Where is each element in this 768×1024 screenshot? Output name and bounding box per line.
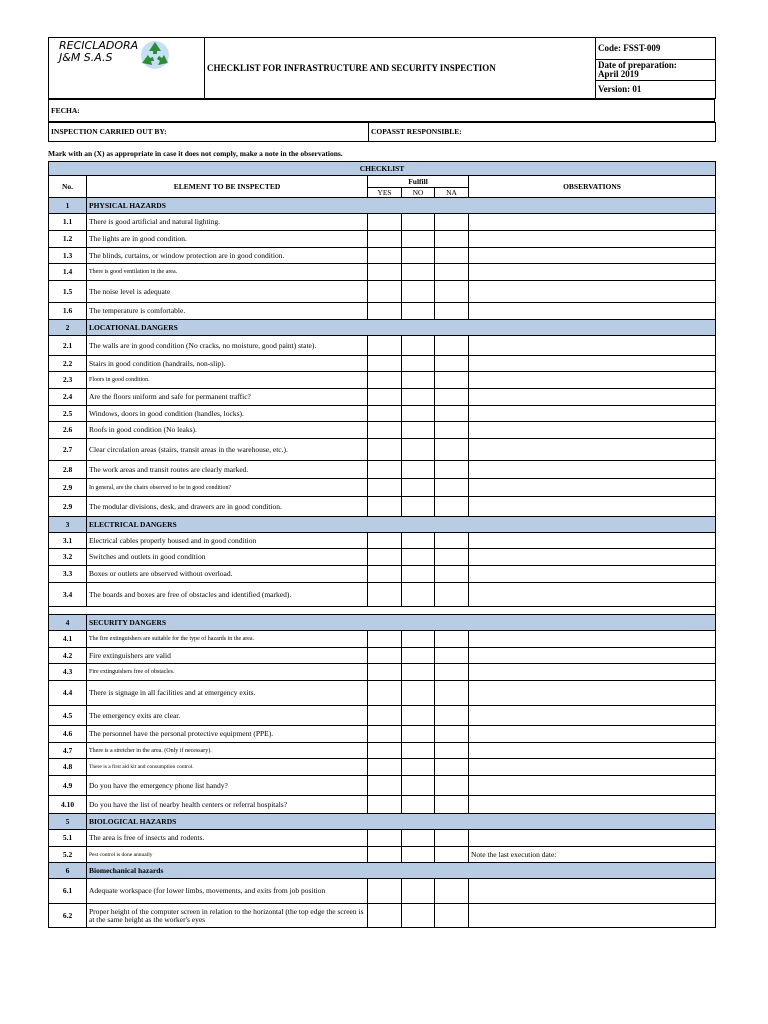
yes-checkbox-cell[interactable] xyxy=(368,743,402,759)
observations-cell[interactable] xyxy=(469,422,716,439)
table-row xyxy=(49,830,716,847)
observations-cell[interactable] xyxy=(469,681,716,706)
yes-checkbox-cell[interactable] xyxy=(368,726,402,743)
observations-cell[interactable] xyxy=(469,726,716,743)
no-checkbox-cell[interactable] xyxy=(402,214,435,231)
observations-cell[interactable] xyxy=(469,372,716,389)
table-row xyxy=(49,743,716,759)
na-checkbox-cell[interactable] xyxy=(435,248,469,264)
item-number: 2.5 xyxy=(49,406,87,422)
no-checkbox-cell[interactable] xyxy=(402,497,435,517)
item-text: The lights are in good condition. xyxy=(87,231,368,248)
yes-checkbox-cell[interactable] xyxy=(368,879,402,904)
na-checkbox-cell[interactable] xyxy=(435,439,469,461)
yes-checkbox-cell[interactable] xyxy=(368,549,402,566)
section-row xyxy=(49,814,716,830)
no-checkbox-cell[interactable] xyxy=(402,439,435,461)
inspection-by-field[interactable]: INSPECTION CARRIED OUT BY: xyxy=(49,123,369,142)
observations-cell[interactable] xyxy=(469,776,716,796)
item-number: 2.9 xyxy=(49,479,87,497)
observations-cell[interactable] xyxy=(469,830,716,847)
item-text: The personnel have the personal protective equipment (PPE). xyxy=(87,726,368,743)
item-number: 5.1 xyxy=(49,830,87,847)
table-row xyxy=(49,706,716,726)
yes-checkbox-cell[interactable] xyxy=(368,214,402,231)
observations-cell[interactable] xyxy=(469,303,716,320)
section-row xyxy=(49,517,716,533)
na-checkbox-cell[interactable] xyxy=(435,461,469,479)
table-row xyxy=(49,461,716,479)
na-checkbox-cell[interactable] xyxy=(435,497,469,517)
document-version: Version: 01 xyxy=(596,81,716,99)
observations-cell[interactable]: Note the last execution date: xyxy=(469,847,716,863)
col-no-header: NO xyxy=(402,188,435,198)
no-checkbox-cell[interactable] xyxy=(402,264,435,281)
no-checkbox-cell[interactable] xyxy=(402,406,435,422)
na-checkbox-cell[interactable] xyxy=(435,759,469,776)
no-checkbox-cell[interactable] xyxy=(402,336,435,356)
observations-cell[interactable] xyxy=(469,497,716,517)
no-checkbox-cell[interactable] xyxy=(402,879,435,904)
no-checkbox-cell[interactable] xyxy=(402,776,435,796)
na-checkbox-cell[interactable] xyxy=(435,264,469,281)
yes-checkbox-cell[interactable] xyxy=(368,904,402,928)
table-row xyxy=(49,776,716,796)
item-text: Stairs in good condition (handrails, non-slip). xyxy=(87,356,368,372)
na-checkbox-cell[interactable] xyxy=(435,706,469,726)
na-checkbox-cell[interactable] xyxy=(435,389,469,406)
item-text: The temperature is comfortable. xyxy=(87,303,368,320)
item-text: The blinds, curtains, or window protection are in good condition. xyxy=(87,248,368,264)
item-number: 2.8 xyxy=(49,461,87,479)
table-row xyxy=(49,566,716,583)
na-checkbox-cell[interactable] xyxy=(435,904,469,928)
na-checkbox-cell[interactable] xyxy=(435,533,469,549)
document-header xyxy=(48,37,716,99)
observations-cell[interactable] xyxy=(469,214,716,231)
no-checkbox-cell[interactable] xyxy=(402,479,435,497)
observations-cell[interactable] xyxy=(469,479,716,497)
table-row xyxy=(49,231,716,248)
observations-cell[interactable] xyxy=(469,281,716,303)
item-number: 2.4 xyxy=(49,389,87,406)
item-number: 5.2 xyxy=(49,847,87,863)
document-code: Code: FSST-009 xyxy=(596,38,716,60)
table-row xyxy=(49,631,716,648)
yes-checkbox-cell[interactable] xyxy=(368,356,402,372)
item-text: The noise level is adequate xyxy=(87,281,368,303)
instruction-text: Mark with an (X) as appropriate in case it does not comply, make a note in the observations. xyxy=(48,149,343,158)
observations-cell[interactable] xyxy=(469,406,716,422)
item-number: 4.6 xyxy=(49,726,87,743)
observations-cell[interactable] xyxy=(469,583,716,607)
checklist-heading: CHECKLIST xyxy=(49,162,716,176)
item-text: There is good artificial and natural lighting. xyxy=(87,214,368,231)
item-text: The modular divisions, desk, and drawers are in good condition. xyxy=(87,497,368,517)
observations-cell[interactable] xyxy=(469,566,716,583)
preparation-date xyxy=(596,60,716,81)
na-checkbox-cell[interactable] xyxy=(435,336,469,356)
observations-cell[interactable] xyxy=(469,264,716,281)
section-number: 5 xyxy=(49,814,87,830)
table-row xyxy=(49,759,716,776)
no-checkbox-cell[interactable] xyxy=(402,372,435,389)
item-number: 4.5 xyxy=(49,706,87,726)
table-row xyxy=(49,248,716,264)
item-text: Pest control is done annually xyxy=(87,847,368,863)
responsible-row xyxy=(48,122,716,142)
na-checkbox-cell[interactable] xyxy=(435,631,469,648)
yes-checkbox-cell[interactable] xyxy=(368,303,402,320)
section-row xyxy=(49,615,716,631)
spacer-row xyxy=(49,607,716,615)
no-checkbox-cell[interactable] xyxy=(402,664,435,681)
no-checkbox-cell[interactable] xyxy=(402,281,435,303)
section-number: 6 xyxy=(49,863,87,879)
no-checkbox-cell[interactable] xyxy=(402,356,435,372)
observations-cell[interactable] xyxy=(469,904,716,928)
item-text: Floors in good condition. xyxy=(87,372,368,389)
col-fulfill-header: Fulfill xyxy=(368,176,469,188)
col-yes-header: YES xyxy=(368,188,402,198)
yes-checkbox-cell[interactable] xyxy=(368,248,402,264)
table-row xyxy=(49,847,716,863)
na-checkbox-cell[interactable] xyxy=(435,743,469,759)
table-row xyxy=(49,422,716,439)
fecha-row xyxy=(48,99,715,122)
item-number: 4.3 xyxy=(49,664,87,681)
yes-checkbox-cell[interactable] xyxy=(368,566,402,583)
yes-checkbox-cell[interactable] xyxy=(368,796,402,814)
table-row xyxy=(49,726,716,743)
col-observations-header: OBSERVATIONS xyxy=(469,176,716,198)
spacer-cell xyxy=(49,607,716,615)
item-text: Do you have the list of nearby health centers or referral hospitals? xyxy=(87,796,368,814)
na-checkbox-cell[interactable] xyxy=(435,583,469,607)
item-text: Are the floors uniform and safe for permanent traffic? xyxy=(87,389,368,406)
yes-checkbox-cell[interactable] xyxy=(368,847,402,863)
na-checkbox-cell[interactable] xyxy=(435,847,469,863)
no-checkbox-cell[interactable] xyxy=(402,422,435,439)
observations-cell[interactable] xyxy=(469,389,716,406)
na-checkbox-cell[interactable] xyxy=(435,681,469,706)
na-checkbox-cell[interactable] xyxy=(435,566,469,583)
preparation-date-label: Date of preparation: xyxy=(598,60,677,70)
observations-cell[interactable] xyxy=(469,336,716,356)
yes-checkbox-cell[interactable] xyxy=(368,389,402,406)
item-text: There is good ventilation in the area. xyxy=(87,264,368,281)
item-text: Switches and outlets in good condition xyxy=(87,549,368,566)
item-text: The area is free of insects and rodents. xyxy=(87,830,368,847)
yes-checkbox-cell[interactable] xyxy=(368,830,402,847)
observations-cell[interactable] xyxy=(469,706,716,726)
table-row xyxy=(49,796,716,814)
item-text: Windows, doors in good condition (handles, locks). xyxy=(87,406,368,422)
no-checkbox-cell[interactable] xyxy=(402,248,435,264)
no-checkbox-cell[interactable] xyxy=(402,648,435,664)
item-number: 2.6 xyxy=(49,422,87,439)
item-number: 4.1 xyxy=(49,631,87,648)
item-number: 2.9 xyxy=(49,497,87,517)
observations-cell[interactable] xyxy=(469,461,716,479)
section-row xyxy=(49,320,716,336)
no-checkbox-cell[interactable] xyxy=(402,566,435,583)
item-number: 4.7 xyxy=(49,743,87,759)
yes-checkbox-cell[interactable] xyxy=(368,336,402,356)
na-checkbox-cell[interactable] xyxy=(435,796,469,814)
item-number: 4.10 xyxy=(49,796,87,814)
item-number: 6.1 xyxy=(49,879,87,904)
no-checkbox-cell[interactable] xyxy=(402,631,435,648)
no-checkbox-cell[interactable] xyxy=(402,461,435,479)
no-checkbox-cell[interactable] xyxy=(402,847,435,863)
na-checkbox-cell[interactable] xyxy=(435,356,469,372)
section-label: ELECTRICAL DANGERS xyxy=(87,517,716,533)
na-checkbox-cell[interactable] xyxy=(435,303,469,320)
item-text: Boxes or outlets are observed without overload. xyxy=(87,566,368,583)
table-row xyxy=(49,264,716,281)
item-number: 3.2 xyxy=(49,549,87,566)
table-row xyxy=(49,406,716,422)
na-checkbox-cell[interactable] xyxy=(435,214,469,231)
observations-cell[interactable] xyxy=(469,533,716,549)
no-checkbox-cell[interactable] xyxy=(402,830,435,847)
yes-checkbox-cell[interactable] xyxy=(368,706,402,726)
table-row xyxy=(49,497,716,517)
col-number-header: No. xyxy=(49,176,87,198)
table-row xyxy=(49,533,716,549)
item-number: 3.1 xyxy=(49,533,87,549)
item-number: 1.4 xyxy=(49,264,87,281)
yes-checkbox-cell[interactable] xyxy=(368,231,402,248)
na-checkbox-cell[interactable] xyxy=(435,726,469,743)
section-label: SECURITY DANGERS xyxy=(87,615,716,631)
item-text: Proper height of the computer screen in relation to the horizontal (the top edge the screen is at the same height as the worker's eyes xyxy=(87,904,368,928)
table-row xyxy=(49,214,716,231)
section-number: 4 xyxy=(49,615,87,631)
company-logo xyxy=(49,38,205,99)
table-row xyxy=(49,664,716,681)
item-text: In general, are the chairs observed to be in good condition? xyxy=(87,479,368,497)
recycle-icon xyxy=(137,39,173,71)
section-number: 1 xyxy=(49,198,87,214)
item-number: 3.3 xyxy=(49,566,87,583)
item-number: 1.3 xyxy=(49,248,87,264)
item-text: There is a stretcher in the area. (Only if necessary). xyxy=(87,743,368,759)
yes-checkbox-cell[interactable] xyxy=(368,264,402,281)
item-number: 4.8 xyxy=(49,759,87,776)
section-row xyxy=(49,198,716,214)
no-checkbox-cell[interactable] xyxy=(402,583,435,607)
no-checkbox-cell[interactable] xyxy=(402,389,435,406)
item-text: Fire extinguishers free of obstacles. xyxy=(87,664,368,681)
yes-checkbox-cell[interactable] xyxy=(368,422,402,439)
table-row xyxy=(49,681,716,706)
preparation-date-value: April 2019 xyxy=(598,69,639,79)
yes-checkbox-cell[interactable] xyxy=(368,681,402,706)
section-label: BIOLOGICAL HAZARDS xyxy=(87,814,716,830)
table-row xyxy=(49,281,716,303)
item-number: 2.3 xyxy=(49,372,87,389)
table-row xyxy=(49,303,716,320)
item-number: 4.9 xyxy=(49,776,87,796)
table-row xyxy=(49,372,716,389)
item-number: 6.2 xyxy=(49,904,87,928)
no-checkbox-cell[interactable] xyxy=(402,706,435,726)
observations-cell[interactable] xyxy=(469,796,716,814)
item-number: 1.1 xyxy=(49,214,87,231)
na-checkbox-cell[interactable] xyxy=(435,776,469,796)
section-label: PHYSICAL HAZARDS xyxy=(87,198,716,214)
item-number: 1.6 xyxy=(49,303,87,320)
no-checkbox-cell[interactable] xyxy=(402,796,435,814)
document-title: CHECKLIST FOR INFRASTRUCTURE AND SECURITY INSPECTION xyxy=(205,38,596,99)
item-number: 1.2 xyxy=(49,231,87,248)
no-checkbox-cell[interactable] xyxy=(402,681,435,706)
observations-cell[interactable] xyxy=(469,231,716,248)
yes-checkbox-cell[interactable] xyxy=(368,372,402,389)
yes-checkbox-cell[interactable] xyxy=(368,497,402,517)
checklist-body xyxy=(49,198,716,928)
item-number: 4.2 xyxy=(49,648,87,664)
section-row xyxy=(49,863,716,879)
na-checkbox-cell[interactable] xyxy=(435,549,469,566)
table-row xyxy=(49,648,716,664)
observations-cell[interactable] xyxy=(469,879,716,904)
observations-cell[interactable] xyxy=(469,439,716,461)
no-checkbox-cell[interactable] xyxy=(402,904,435,928)
no-checkbox-cell[interactable] xyxy=(402,533,435,549)
section-label: Biomechanical hazards xyxy=(87,863,716,879)
item-text: The emergency exits are clear. xyxy=(87,706,368,726)
item-number: 2.7 xyxy=(49,439,87,461)
na-checkbox-cell[interactable] xyxy=(435,422,469,439)
na-checkbox-cell[interactable] xyxy=(435,648,469,664)
fecha-field[interactable]: FECHA: xyxy=(49,100,715,122)
section-number: 2 xyxy=(49,320,87,336)
yes-checkbox-cell[interactable] xyxy=(368,759,402,776)
observations-cell[interactable] xyxy=(469,648,716,664)
item-text: There is signage in all facilities and at emergency exits. xyxy=(87,681,368,706)
item-text: The work areas and transit routes are clearly marked. xyxy=(87,461,368,479)
yes-checkbox-cell[interactable] xyxy=(368,281,402,303)
observations-cell[interactable] xyxy=(469,631,716,648)
section-number: 3 xyxy=(49,517,87,533)
item-text: The fire extinguishers are suitable for the type of hazards in the area. xyxy=(87,631,368,648)
item-number: 3.4 xyxy=(49,583,87,607)
na-checkbox-cell[interactable] xyxy=(435,664,469,681)
na-checkbox-cell[interactable] xyxy=(435,830,469,847)
item-text: The boards and boxes are free of obstacles and identified (marked). xyxy=(87,583,368,607)
yes-checkbox-cell[interactable] xyxy=(368,631,402,648)
yes-checkbox-cell[interactable] xyxy=(368,664,402,681)
table-row xyxy=(49,439,716,461)
col-element-header: ELEMENT TO BE INSPECTED xyxy=(87,176,368,198)
item-text: Do you have the emergency phone list handy? xyxy=(87,776,368,796)
yes-checkbox-cell[interactable] xyxy=(368,583,402,607)
no-checkbox-cell[interactable] xyxy=(402,726,435,743)
observations-cell[interactable] xyxy=(469,664,716,681)
table-row xyxy=(49,904,716,928)
yes-checkbox-cell[interactable] xyxy=(368,406,402,422)
observations-cell[interactable] xyxy=(469,759,716,776)
no-checkbox-cell[interactable] xyxy=(402,759,435,776)
item-number: 2.1 xyxy=(49,336,87,356)
na-checkbox-cell[interactable] xyxy=(435,406,469,422)
item-text: The walls are in good condition (No cracks, no moisture, good paint) state). xyxy=(87,336,368,356)
na-checkbox-cell[interactable] xyxy=(435,879,469,904)
no-checkbox-cell[interactable] xyxy=(402,549,435,566)
table-row xyxy=(49,479,716,497)
table-row xyxy=(49,879,716,904)
na-checkbox-cell[interactable] xyxy=(435,479,469,497)
copasst-field[interactable]: COPASST RESPONSIBLE: xyxy=(369,123,716,142)
table-row xyxy=(49,549,716,566)
observations-cell[interactable] xyxy=(469,356,716,372)
section-label: LOCATIONAL DANGERS xyxy=(87,320,716,336)
table-row xyxy=(49,336,716,356)
yes-checkbox-cell[interactable] xyxy=(368,533,402,549)
item-number: 2.2 xyxy=(49,356,87,372)
item-text: There is a first aid kit and consumption control. xyxy=(87,759,368,776)
na-checkbox-cell[interactable] xyxy=(435,231,469,248)
no-checkbox-cell[interactable] xyxy=(402,743,435,759)
yes-checkbox-cell[interactable] xyxy=(368,776,402,796)
no-checkbox-cell[interactable] xyxy=(402,303,435,320)
observations-cell[interactable] xyxy=(469,248,716,264)
item-text: Fire extinguishers are valid xyxy=(87,648,368,664)
na-checkbox-cell[interactable] xyxy=(435,372,469,389)
document-page xyxy=(48,37,715,928)
no-checkbox-cell[interactable] xyxy=(402,231,435,248)
table-row xyxy=(49,389,716,406)
table-row xyxy=(49,583,716,607)
observations-cell[interactable] xyxy=(469,743,716,759)
item-text: Roofs in good condition (No leaks). xyxy=(87,422,368,439)
company-name-line2: J&M S.A.S xyxy=(59,51,113,64)
observations-cell[interactable] xyxy=(469,549,716,566)
item-text: Adequate workspace (for lower limbs, movements, and exits from job position xyxy=(87,879,368,904)
yes-checkbox-cell[interactable] xyxy=(368,648,402,664)
item-text: Electrical cables properly housed and in good condition xyxy=(87,533,368,549)
item-number: 4.4 xyxy=(49,681,87,706)
na-checkbox-cell[interactable] xyxy=(435,281,469,303)
item-text: Clear circulation areas (stairs, transit areas in the warehouse, etc.). xyxy=(87,439,368,461)
col-na-header: NA xyxy=(435,188,469,198)
item-number: 1.5 xyxy=(49,281,87,303)
checklist-table xyxy=(48,161,716,928)
company-name-line1: RECICLADORA xyxy=(59,39,139,52)
table-row xyxy=(49,356,716,372)
yes-checkbox-cell[interactable] xyxy=(368,461,402,479)
yes-checkbox-cell[interactable] xyxy=(368,479,402,497)
yes-checkbox-cell[interactable] xyxy=(368,439,402,461)
